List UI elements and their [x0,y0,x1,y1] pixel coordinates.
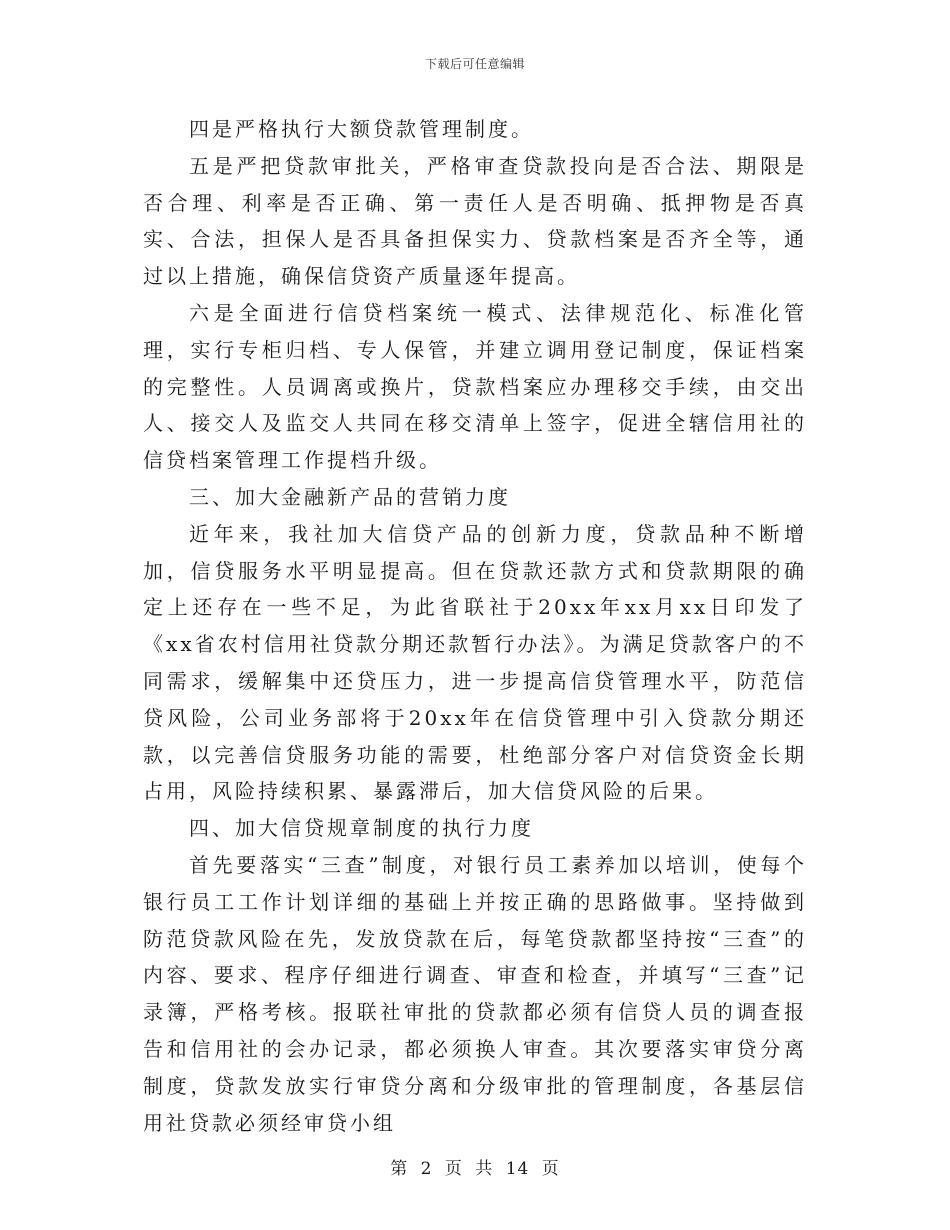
document-body [143,111,807,1141]
header-note: 下载后可任意编辑 [424,57,525,71]
paragraph-product-marketing: 近年来，我社加大信贷产品的创新力度，贷款品种不断增加，信贷服务水平明显提高。但在贷款还款方式和贷款期限的确定上还存在一些不足，为此省联社于20xx年xx月xx日印发了《xx省农村信用社贷款分期还款暂行办法》。为满足贷款客户的不同需求，缓解集中还贷压力，进一步提高信贷管理水平，防范信贷风险，公司业务部将于20xx年在信贷管理中引入贷款分期还款，以完善信贷服务功能的需要，杜绝部分客户对信贷资金长期占用，风险持续积累、暴露滞后，加大信贷风险的后果。 [143,521,807,804]
paragraph-regulation-execution: 首先要落实“三查”制度，对银行员工素养加以培训，使每个银行员工工作计划详细的基础上并按正确的思路做事。坚持做到防范贷款风险在先，发放贷款在后，每笔贷款都坚持按“三查”的内容、要求、程序仔细进行调查、审查和检查，并填写“三查”记录簿，严格考核。报联社审批的贷款都必须有信贷人员的调查报告和信用社的会办记录，都必须换人审查。其次要落实审贷分离制度，贷款发放实行审贷分离和分级审批的管理制度，各基层信用社贷款必须经审贷小组 [143,852,807,1135]
section-heading-3: 三、加大金融新产品的营销力度 [189,484,511,509]
page-number: 第 2 页 共 14 页 [390,1159,560,1179]
paragraph-item-6: 六是全面进行信贷档案统一模式、法律规范化、标准化管理，实行专柜归档、专人保管，并建立调用登记制度，保证档案的完整性。人员调离或换片，贷款档案应办理移交手续，由交出人、接交人及监交人共同在移交清单上签字，促进全辖信用社的信贷档案管理工作提档升级。 [143,300,807,473]
paragraph-item-4: 四是严格执行大额贷款管理制度。 [189,117,534,141]
section-heading-4: 四、加大信贷规章制度的执行力度 [189,816,534,841]
paragraph-item-5: 五是严把贷款审批关，严格审查贷款投向是否合法、期限是否合理、利率是否正确、第一责任人是否明确、抵押物是否真实、合法，担保人是否具备担保实力、贷款档案是否齐全等，通过以上措施，确保信贷资产质量逐年提高。 [143,153,807,289]
